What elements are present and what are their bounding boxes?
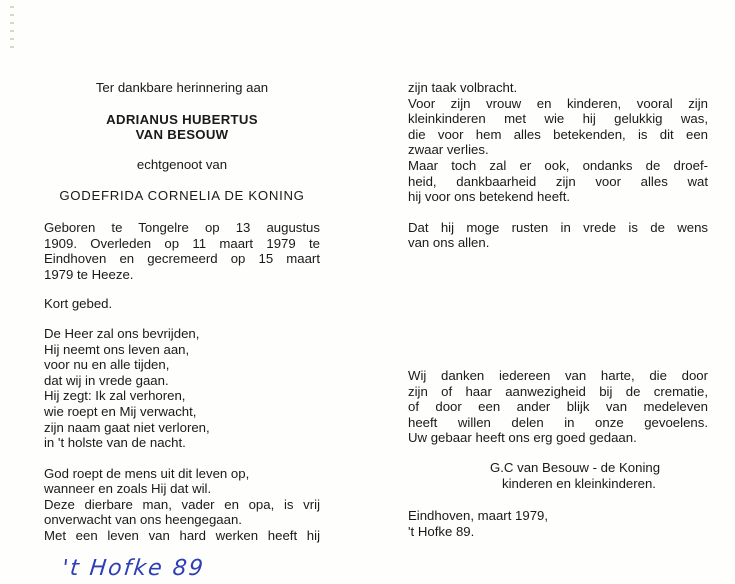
thanks-paragraph bbox=[408, 368, 708, 446]
prayer-line: zijn naam gaat niet verloren, bbox=[44, 419, 210, 435]
thanks-line: heeft willen delen in onze gevoelens. bbox=[408, 414, 708, 430]
prayer-line: Hij zegt: Ik zal verhoren, bbox=[44, 388, 186, 404]
prayer-line: Hij neemt ons leven aan, bbox=[44, 341, 190, 357]
closing-line: wanneer en zoals Hij dat wil. bbox=[44, 481, 212, 497]
prayer bbox=[44, 326, 320, 451]
prayer-title: Kort gebed. bbox=[44, 296, 113, 312]
rest-line: van ons allen. bbox=[408, 235, 490, 251]
rest-line: Dat hij moge rusten in vrede is de wens bbox=[408, 219, 708, 235]
continuation-line: zijn taak volbracht. bbox=[408, 80, 518, 95]
left-column bbox=[44, 80, 320, 544]
prayer-line: wie roept en Mij verwacht, bbox=[44, 403, 197, 419]
bio-line: Geboren te Tongelre op 13 augustus bbox=[44, 219, 320, 235]
continuation-line: Voor zijn vrouw en kinderen, vooral zijn bbox=[408, 95, 708, 111]
closing-paragraph bbox=[44, 466, 320, 544]
continuation-line: kleinkinderen met wie hij gelukkig was, bbox=[408, 111, 708, 127]
address: 't Hofke 89. bbox=[408, 523, 475, 539]
closing-line: Met een leven van hard werken heeft hij bbox=[44, 528, 320, 544]
bio-line: 1979 te Heeze. bbox=[44, 266, 134, 282]
closing-line: God roept de mens uit dit leven op, bbox=[44, 465, 250, 481]
prayer-line: in 't holste van de nacht. bbox=[44, 435, 186, 451]
continuation-line: hij voor ons betekend heeft. bbox=[408, 189, 571, 205]
deceased-name-line2: VAN BESOUW bbox=[135, 127, 229, 143]
paper-edge-marks bbox=[10, 0, 16, 60]
continuation-line: heid, dankbaarheid zijn voor alles wat bbox=[408, 173, 708, 189]
bio-line: 1909. Overleden op 11 maart 1979 te bbox=[44, 235, 320, 251]
thanks-line: Wij danken iedereen van harte, die door bbox=[408, 368, 708, 383]
thanks-line: zijn of haar aanwezigheid bij de crematie, bbox=[408, 383, 708, 399]
signature-line: kinderen en kleinkinderen. bbox=[502, 475, 656, 491]
signature-block bbox=[490, 460, 710, 491]
bio-paragraph bbox=[44, 220, 320, 282]
place-date-block bbox=[408, 508, 708, 539]
spouse-name: GODEFRIDA CORNELIA DE KONING bbox=[59, 188, 305, 204]
deceased-name-line1: ADRIANUS HUBERTUS bbox=[106, 111, 258, 127]
thanks-line: Uw gebaar heeft ons erg goed gedaan. bbox=[408, 430, 637, 446]
closing-line: Deze dierbare man, vader en opa, is vrij bbox=[44, 496, 320, 512]
prayer-line: voor nu en alle tijden, bbox=[44, 357, 170, 373]
prayer-line: dat wij in vrede gaan. bbox=[44, 372, 169, 388]
continuation-line: Maar toch zal er ook, ondanks de droef- bbox=[408, 157, 708, 173]
continuation-line: zwaar verlies. bbox=[408, 142, 489, 158]
rest-in-peace-paragraph bbox=[408, 220, 708, 251]
thanks-line: of door een ander blijk van medeleven bbox=[408, 399, 708, 415]
intro-text: Ter dankbare herinnering aan bbox=[95, 80, 269, 95]
place-date: Eindhoven, maart 1979, bbox=[408, 508, 549, 523]
signature-line: G.C van Besouw - de Koning bbox=[490, 460, 661, 475]
closing-line: onverwacht van ons heengegaan. bbox=[44, 512, 242, 528]
spouse-label: echtgenoot van bbox=[136, 156, 228, 172]
right-column bbox=[408, 80, 708, 251]
bio-line: Eindhoven en gecremeerd op 15 maart bbox=[44, 251, 320, 267]
continuation-paragraph bbox=[408, 80, 708, 205]
continuation-line: die voor hem alles betekenden, is dit een bbox=[408, 126, 708, 142]
handwritten-address: 't Hofke 89 bbox=[60, 556, 207, 581]
prayer-line: De Heer zal ons bevrijden, bbox=[44, 325, 200, 341]
